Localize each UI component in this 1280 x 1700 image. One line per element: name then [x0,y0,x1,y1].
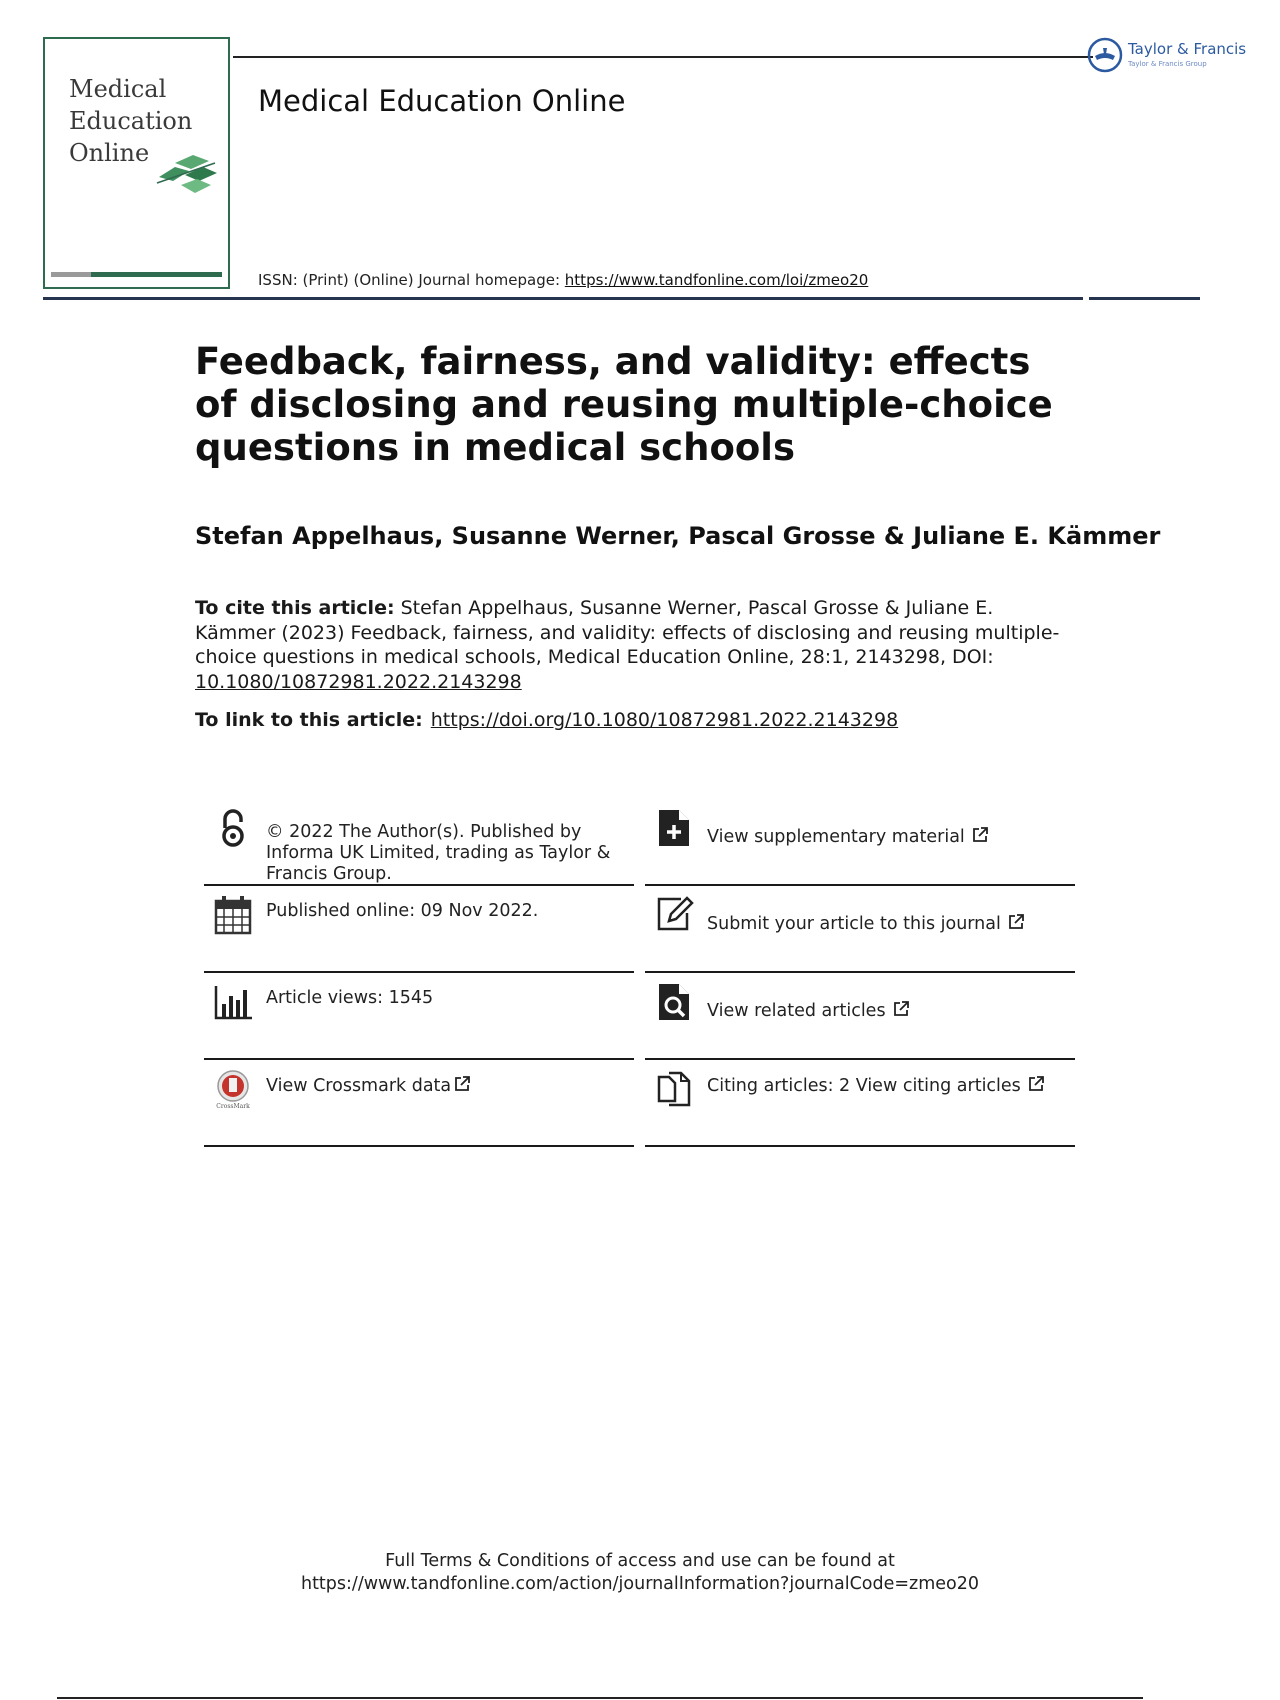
open-access-cell [204,800,634,886]
cell-divider [204,884,634,886]
footer-rule [57,1697,1143,1699]
license-text: © 2022 The Author(s). Published by Informa UK Limited, trading as Taylor & Francis Group. [266,822,611,884]
related-label: View related articles [707,1001,886,1021]
related-cell[interactable] [645,974,1075,1060]
issn-line [258,271,868,289]
journal-homepage-link[interactable]: https://www.tandfonline.com/loi/zmeo20 [564,271,869,289]
cell-divider [204,971,634,973]
external-link-icon [971,826,989,844]
header-rule [233,56,1093,58]
cell-divider [645,1145,1075,1147]
header-divider [43,297,1083,300]
article-title: Feedback, fairness, and validity: effects of disclosing and reusing multiple-choice questions in medical schools [195,340,1053,469]
crossmark-logo-text: CrossMark [216,1103,250,1110]
cell-divider [204,1145,634,1147]
article-views: Article views: 1545 [266,988,434,1008]
issn-text: ISSN: (Print) (Online) Journal homepage: [258,271,565,289]
cell-divider [204,1058,634,1060]
terms-note [0,1550,1280,1596]
copy-icon [655,1069,693,1109]
calendar-icon [214,895,252,935]
related-articles-link[interactable] [707,1000,1075,1022]
supplementary-cell[interactable] [645,800,1075,886]
citing-label: Citing articles: 2 View citing articles [707,1076,1021,1096]
journal-title: Medical Education Online [258,84,626,118]
citation-label: To cite this article: [195,597,395,619]
crossmark-cell[interactable] [204,1061,634,1147]
citation-block [195,596,1065,694]
crossmark-label: View Crossmark data [266,1076,452,1096]
cell-divider [645,884,1075,886]
terms-url[interactable]: https://www.tandfonline.com/action/journalInformation?journalCode=zmeo20 [300,1574,980,1594]
citing-articles-link[interactable] [707,1075,1075,1097]
article-authors: Stefan Appelhaus, Susanne Werner, Pascal Grosse & Juliane E. Kämmer [195,522,1161,550]
search-document-icon [655,982,693,1022]
views-cell [204,974,634,1060]
publisher-logo-icon [1086,36,1124,74]
cover-title: Medical Education Online [69,75,193,167]
crossmark-icon [214,1069,252,1109]
bar-chart-icon [214,982,252,1022]
cover-bar-accent [51,272,91,277]
edit-icon [655,895,693,935]
article-doi-url[interactable]: https://doi.org/10.1080/10872981.2022.2143298 [430,709,899,731]
publisher-subname: Taylor & Francis Group [1128,60,1207,68]
citation-doi-link[interactable]: 10.1080/10872981.2022.2143298 [195,670,522,693]
submit-article-link[interactable] [707,913,1075,935]
publisher-name: Taylor & Francis [1128,40,1247,58]
leaves-icon [155,147,219,197]
supplementary-link[interactable] [707,826,1075,848]
citing-cell[interactable] [645,1061,1075,1147]
published-date: Published online: 09 Nov 2022. [266,901,539,921]
external-link-icon [1027,1075,1045,1093]
article-link [195,709,898,731]
submit-cell[interactable] [645,887,1075,973]
supplementary-label: View supplementary material [707,827,965,847]
external-link-icon [892,1000,910,1018]
add-file-icon [655,808,693,848]
submit-label: Submit your article to this journal [707,914,1001,934]
terms-line: Full Terms & Conditions of access and use can be found at [385,1551,895,1571]
citation-text: Stefan Appelhaus, Susanne Werner, Pascal Grosse & Juliane E. Kämmer (2023) Feedback, fairness, and validity: effects of disclosing and reusing multiple-choice questions in medical schools, Medical Education Online, 28:1, 2143298, DOI: [195,597,1060,668]
article-link-label: To link to this article: [195,709,423,731]
open-access-icon [214,808,252,848]
journal-cover [43,37,230,289]
crossmark-link[interactable] [266,1075,634,1097]
cell-divider [645,1058,1075,1060]
publisher-logo[interactable] [1086,36,1247,76]
external-link-icon [1007,913,1025,931]
cell-divider [645,971,1075,973]
published-cell [204,887,634,973]
header-divider-right [1089,297,1200,300]
external-link-icon [453,1075,471,1093]
